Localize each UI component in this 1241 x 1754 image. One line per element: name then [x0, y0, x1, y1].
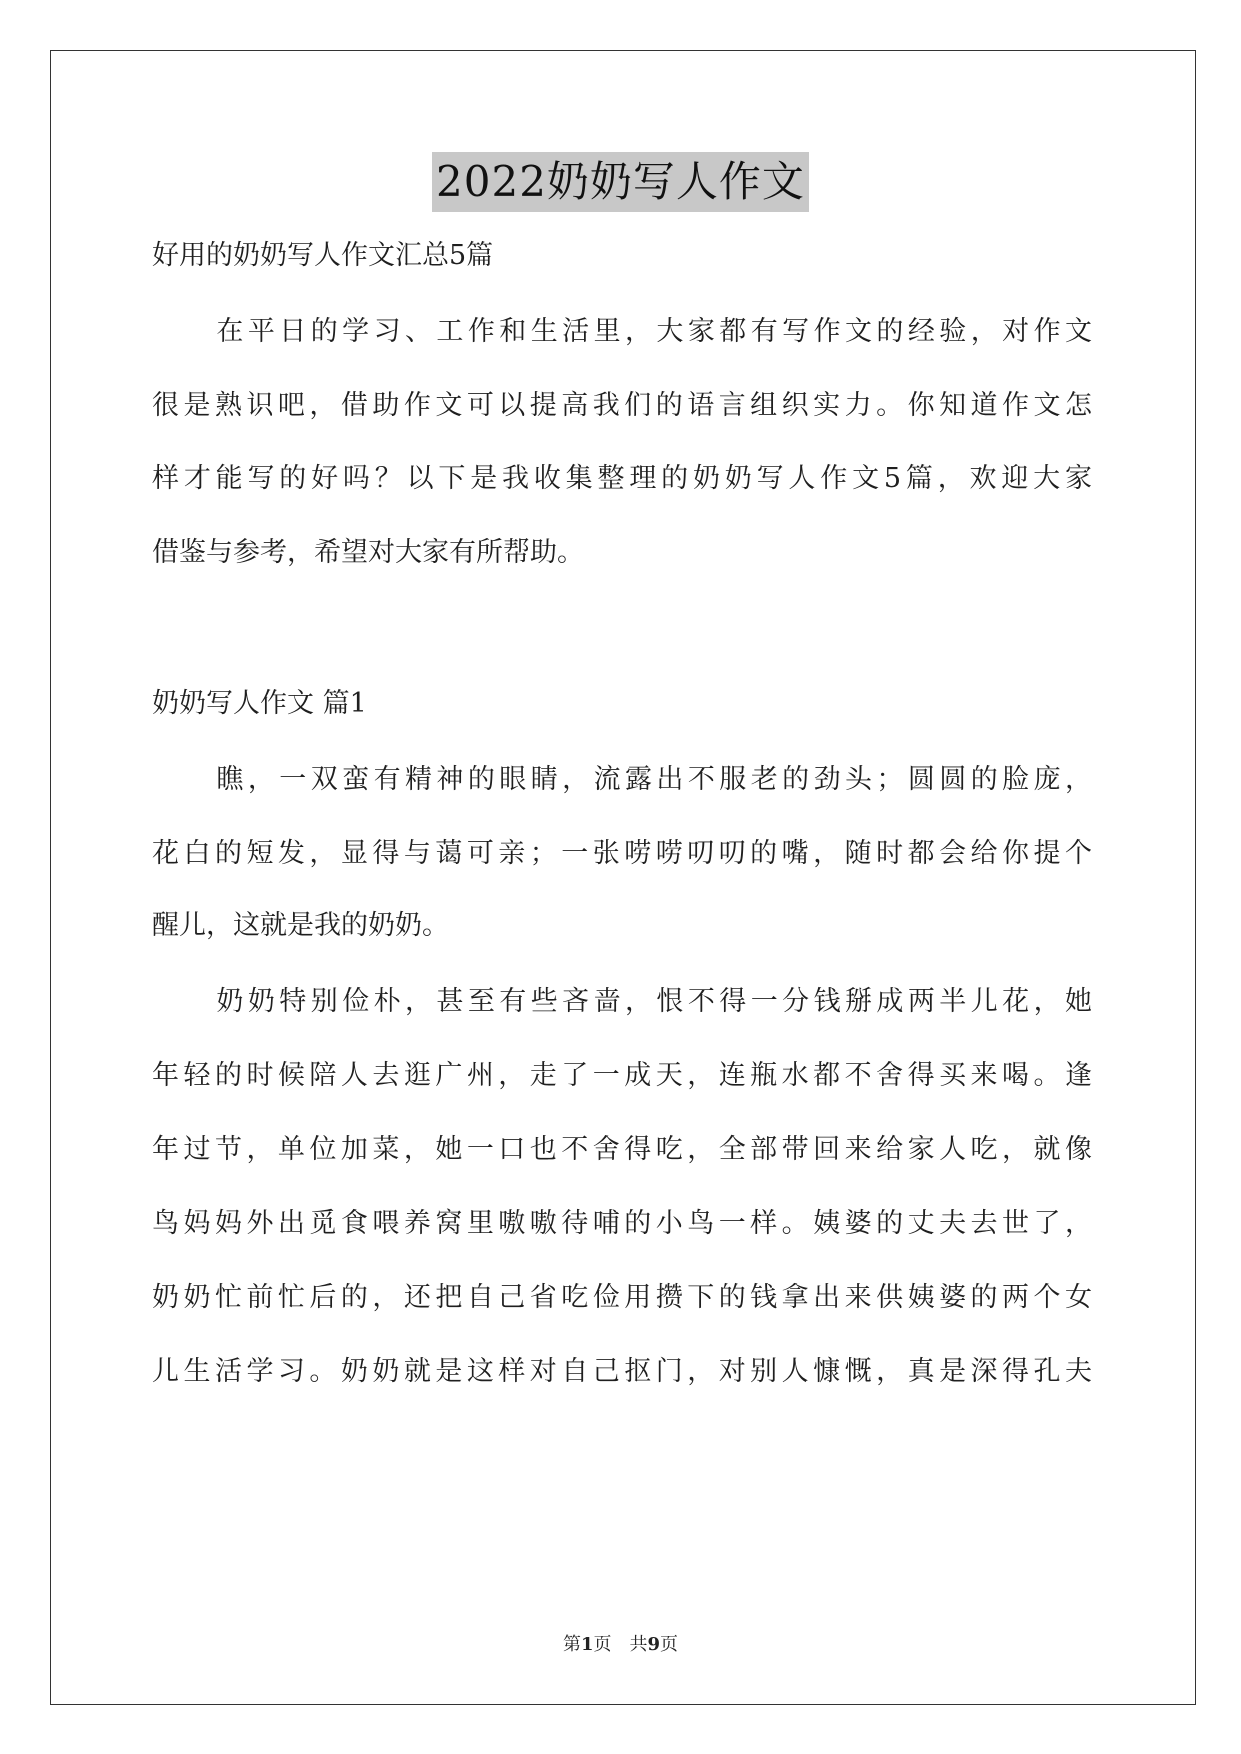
- document-subtitle: 好用的奶奶写人作文汇总5篇: [152, 240, 494, 271]
- intro-line-3: 样才能写的好吗？以下是我收集整理的奶奶写人作文5篇，欢迎大家: [152, 463, 1092, 494]
- total-pages: 9: [647, 1634, 661, 1655]
- title-container: [0, 152, 1241, 212]
- total-prefix: 共: [629, 1634, 648, 1655]
- para2-line-6: 儿生活学习。奶奶就是这样对自己抠门，对别人慷慨，真是深得孔夫: [152, 1356, 1092, 1387]
- page-prefix: 第: [562, 1634, 581, 1655]
- total-suffix: 页: [660, 1634, 679, 1655]
- page-suffix: 页: [593, 1634, 612, 1655]
- page-border: [50, 50, 1196, 1705]
- intro-line-2: 很是熟识吧，借助作文可以提高我们的语言组织实力。你知道作文怎: [152, 390, 1092, 421]
- para1-line-3: 醒儿，这就是我的奶奶。: [152, 910, 449, 941]
- para1-line-2: 花白的短发，显得与蔼可亲；一张唠唠叨叨的嘴，随时都会给你提个: [152, 838, 1092, 869]
- page-number: 1: [580, 1634, 594, 1655]
- para2-line-5: 奶奶忙前忙后的，还把自己省吃俭用攒下的钱拿出来供姨婆的两个女: [152, 1282, 1092, 1313]
- intro-line-4: 借鉴与参考，希望对大家有所帮助。: [152, 537, 584, 568]
- section-heading: 奶奶写人作文 篇1: [152, 688, 367, 719]
- para2-line-3: 年过节，单位加菜，她一口也不舍得吃，全部带回来给家人吃，就像: [152, 1134, 1092, 1165]
- document-title: 2022奶奶写人作文: [432, 152, 809, 212]
- para2-line-4: 鸟妈妈外出觅食喂养窝里嗷嗷待哺的小鸟一样。姨婆的丈夫去世了，: [152, 1208, 1092, 1239]
- intro-line-1: 在平日的学习、工作和生活里，大家都有写作文的经验，对作文: [212, 316, 1092, 347]
- para2-line-1: 奶奶特别俭朴，甚至有些吝啬，恨不得一分钱掰成两半儿花，她: [212, 986, 1092, 1017]
- para2-line-2: 年轻的时候陪人去逛广州，走了一成天，连瓶水都不舍得买来喝。逢: [152, 1060, 1092, 1091]
- para1-line-1: 瞧，一双蛮有精神的眼睛，流露出不服老的劲头；圆圆的脸庞，: [212, 764, 1092, 795]
- page-footer: [0, 1633, 1241, 1657]
